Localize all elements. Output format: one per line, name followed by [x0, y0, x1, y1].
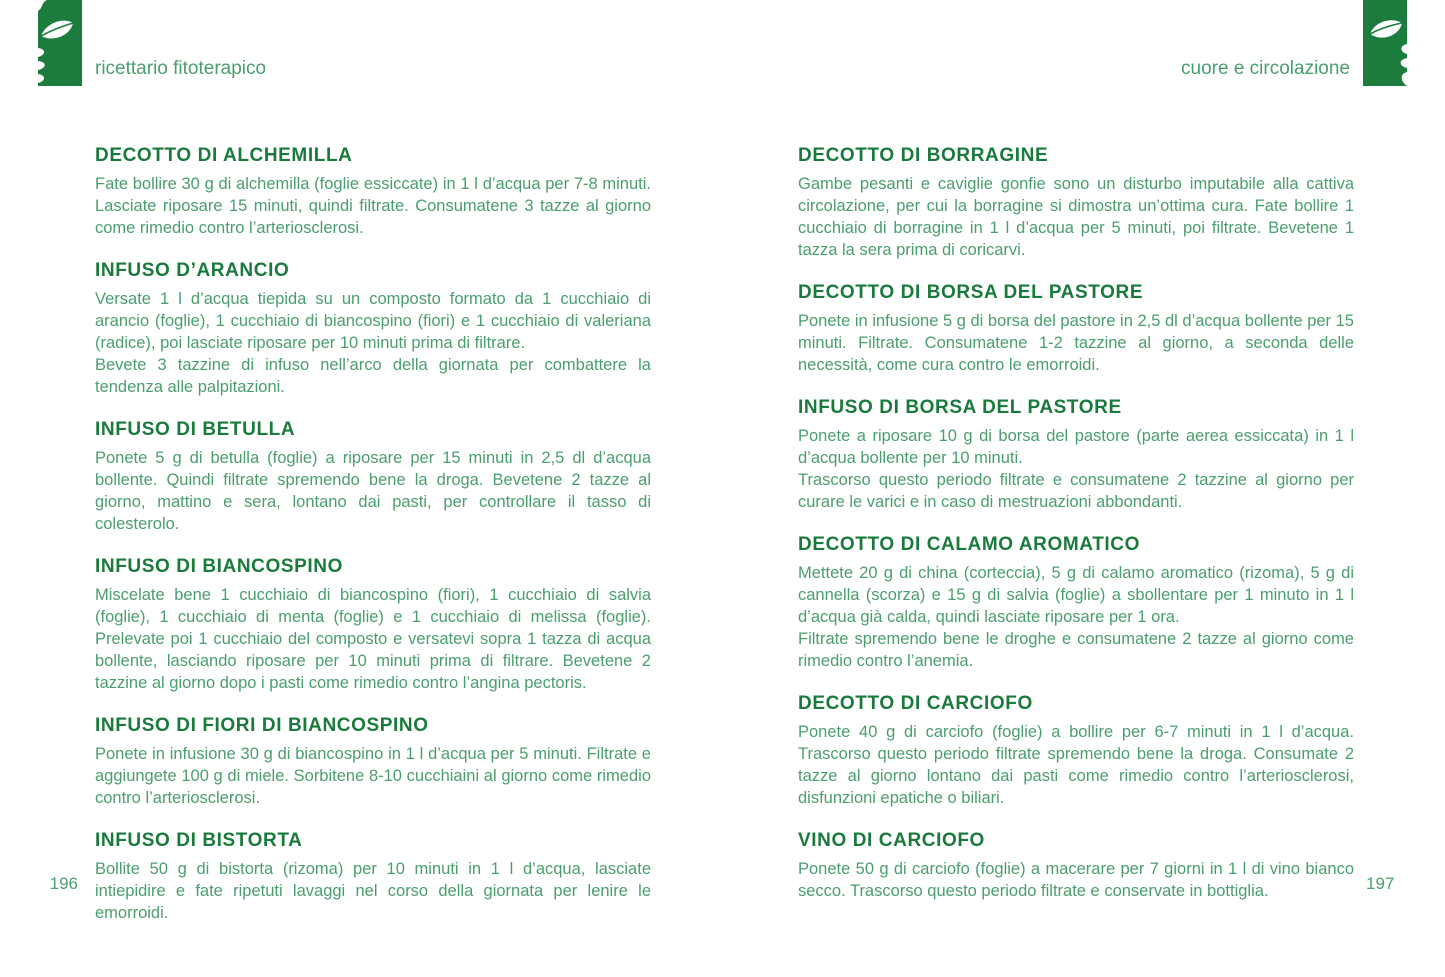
- recipe-title: DECOTTO DI CARCIOFO: [798, 693, 1033, 714]
- recipe-section: [798, 145, 1354, 261]
- recipe-paragraph: Ponete 40 g di carciofo (foglie) a bollire per 6-7 minuti in 1 l d’acqua. Trascorso questo periodo filtrate spremendo bene la droga. Consumate 2 tazze al giorno lontano dai pasti come rimedio contro l’arteriosclerosi, disfunzioni epatiche o biliari.: [798, 723, 1354, 807]
- recipe-body: [95, 173, 651, 239]
- recipe-body: [798, 721, 1354, 809]
- recipe-paragraph: Bevete 3 tazzine di infuso nell’arco della giornata per combattere la tendenza alle palpitazioni.: [95, 356, 651, 396]
- recipe-body: [95, 447, 651, 535]
- recipe-paragraph: Ponete 50 g di carciofo (foglie) a macerare per 7 giorni in 1 l di vino bianco secco. Trascorso questo periodo filtrate e conservate in bottiglia.: [798, 860, 1354, 900]
- recipe-title: DECOTTO DI BORRAGINE: [798, 145, 1049, 166]
- recipe-paragraph: Ponete a riposare 10 g di borsa del pastore (parte aerea essiccata) in 1 l d’acqua bollente per 10 minuti.: [798, 427, 1354, 467]
- recipe-body: [798, 562, 1354, 672]
- recipe-section: [798, 282, 1354, 376]
- recipe-section: [95, 556, 651, 694]
- recipe-section: [95, 260, 651, 398]
- recipe-section: [798, 830, 1354, 902]
- leaf-logo-icon: [38, 0, 82, 86]
- recipe-paragraph: Versate 1 l d’acqua tiepida su un composto formato da 1 cucchiaio di arancio (foglie), 1 cucchiaio di biancospino (fiori) e 1 cucchiaio di valeriana (radice), poi lasciate riposare per 10 minuti prima di filtrare.: [95, 290, 651, 352]
- recipe-title: INFUSO DI FIORI DI BIANCOSPINO: [95, 715, 429, 736]
- running-head-left: ricettario fitoterapico: [95, 58, 267, 79]
- recipe-section: [798, 534, 1354, 672]
- page-number-right: 197: [1366, 874, 1395, 893]
- page-number-left: 196: [49, 874, 78, 893]
- page-right-column: [798, 145, 1354, 923]
- recipe-title: INFUSO D’ARANCIO: [95, 260, 290, 281]
- recipe-title: INFUSO DI BIANCOSPINO: [95, 556, 344, 577]
- recipe-paragraph: Miscelate bene 1 cucchiaio di biancospino (fiori), 1 cucchiaio di salvia (foglie), 1 cucchiaio di menta (foglie) e 1 cucchiaio di melissa (foglie). Prelevate poi 1 cucchiaio del composto e versatevi sopra 1 tazza di acqua bollente, lasciando riposare per 10 minuti prima di filtrare. Bevetene 2 tazzine al giorno dopo i pasti come rimedio contro l’angina pectoris.: [95, 586, 651, 692]
- recipe-paragraph: Ponete in infusione 5 g di borsa del pastore in 2,5 dl d’acqua bollente per 15 minuti. Filtrate. Consumatene 1-2 tazzine al giorno, a seconda delle necessità, come cura contro le emorroidi.: [798, 312, 1354, 374]
- recipe-section: [95, 715, 651, 809]
- recipe-section: [95, 419, 651, 535]
- recipe-paragraph: Ponete 5 g di betulla (foglie) a riposare per 15 minuti in 2,5 dl d’acqua bollente. Quindi filtrate spremendo bene la droga. Bevetene 2 tazze al giorno, mattino e sera, lontano dai pasti, per controllare il tasso di colesterolo.: [95, 449, 651, 533]
- recipe-title: DECOTTO DI ALCHEMILLA: [95, 145, 353, 166]
- recipe-title: DECOTTO DI CALAMO AROMATICO: [798, 534, 1140, 555]
- recipe-section: [798, 397, 1354, 513]
- recipe-body: [798, 310, 1354, 376]
- leaf-logo-icon: [1363, 0, 1407, 86]
- running-head-right: cuore e circolazione: [1181, 58, 1350, 79]
- recipe-title: INFUSO DI BISTORTA: [95, 830, 303, 851]
- recipe-paragraph: Fate bollire 30 g di alchemilla (foglie essiccate) in 1 l d’acqua per 7-8 minuti. Lasciate riposare 15 minuti, quindi filtrate. Consumatene 3 tazze al giorno come rimedio contro l’arteriosclerosi.: [95, 175, 651, 237]
- recipe-title: INFUSO DI BETULLA: [95, 419, 296, 440]
- recipe-body: [95, 743, 651, 809]
- recipe-body: [95, 288, 651, 398]
- recipe-body: [95, 584, 651, 694]
- recipe-paragraph: Gambe pesanti e caviglie gonfie sono un disturbo imputabile alla cattiva circolazione, per cui la borragine si dimostra un’ottima cura. Fate bollire 1 cucchiaio di borragine in 1 l d’acqua per 5 minuti, poi filtrate. Bevetene 1 tazza la sera prima di coricarvi.: [798, 175, 1354, 259]
- recipe-paragraph: Ponete in infusione 30 g di biancospino in 1 l d’acqua per 5 minuti. Filtrate e aggiungete 100 g di miele. Sorbitene 8-10 cucchiaini al giorno come rimedio contro l’arteriosclerosi.: [95, 745, 651, 807]
- recipe-paragraph: Trascorso questo periodo filtrate e consumatene 2 tazzine al giorno per curare le varici e in caso di mestruazioni abbondanti.: [798, 471, 1354, 511]
- recipe-title: INFUSO DI BORSA DEL PASTORE: [798, 397, 1122, 418]
- recipe-title: DECOTTO DI BORSA DEL PASTORE: [798, 282, 1144, 303]
- recipe-paragraph: Mettete 20 g di china (corteccia), 5 g di calamo aromatico (rizoma), 5 g di cannella (scorza) e 15 g di salvia (foglie) a sbollentare per 1 minuto in 1 l d’acqua già calda, quindi lasciate riposare per 1 ora.: [798, 564, 1354, 626]
- recipe-body: [95, 858, 651, 924]
- recipe-section: [95, 830, 651, 924]
- recipe-body: [798, 858, 1354, 902]
- recipe-title: VINO DI CARCIOFO: [798, 830, 985, 851]
- recipe-paragraph: Filtrate spremendo bene le droghe e consumatene 2 tazze al giorno come rimedio contro l’anemia.: [798, 630, 1354, 670]
- recipe-section: [798, 693, 1354, 809]
- page-left-column: [95, 145, 651, 945]
- recipe-body: [798, 425, 1354, 513]
- recipe-paragraph: Bollite 50 g di bistorta (rizoma) per 10 minuti in 1 l d’acqua, lasciate intiepidire e fate ripetuti lavaggi nel corso della giornata per lenire le emorroidi.: [95, 860, 651, 922]
- recipe-section: [95, 145, 651, 239]
- recipe-body: [798, 173, 1354, 261]
